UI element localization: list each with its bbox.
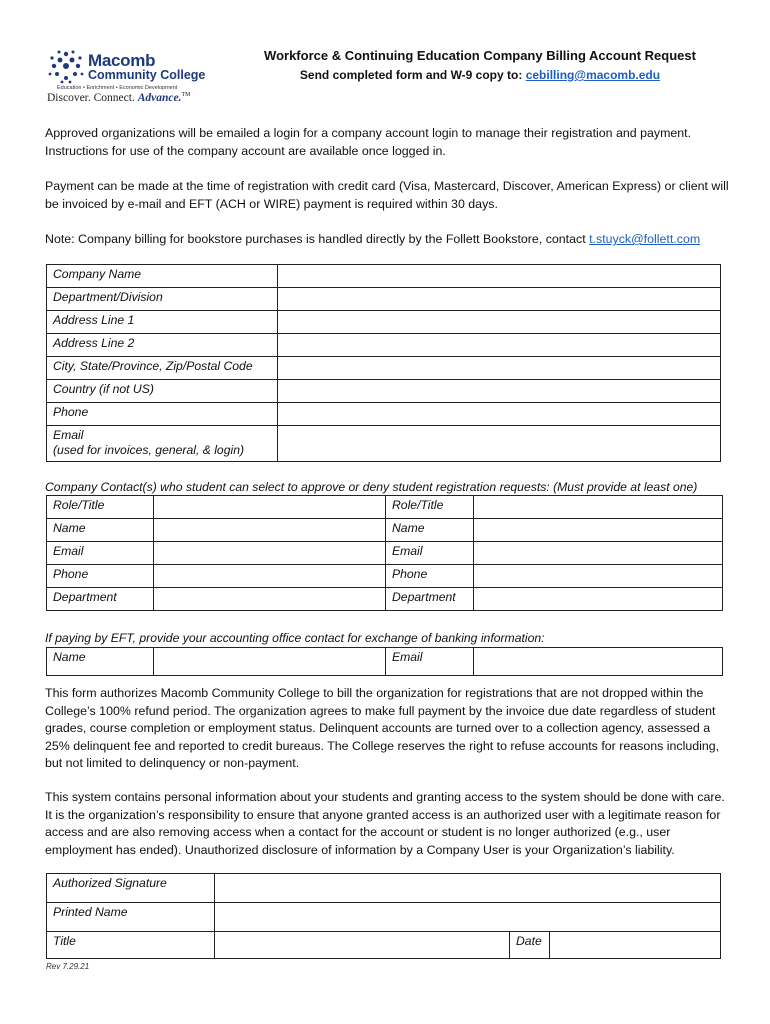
intro-paragraph-1: Approved organizations will be emailed a login for a company account login to manage their registration and payment. Instructions for use of the company account are available once logged in.	[45, 126, 692, 158]
email-label-note: (used for invoices, general, & login)	[53, 443, 245, 457]
contact2-phone-label: Phone	[386, 565, 474, 588]
email-field[interactable]	[278, 426, 721, 462]
address1-field[interactable]	[278, 311, 721, 334]
address2-label: Address Line 2	[47, 334, 278, 357]
contact1-name-field[interactable]	[154, 519, 386, 542]
contact1-department-field[interactable]	[154, 588, 386, 611]
contact1-email-label: Email	[47, 542, 154, 565]
contact2-department-label: Department	[386, 588, 474, 611]
logo-tagline: Education • Enrichment • Economic Development	[57, 85, 178, 91]
country-label: Country (if not US)	[47, 380, 278, 403]
contact2-name-label: Name	[386, 519, 474, 542]
slogan-prefix: Discover. Connect.	[47, 92, 135, 104]
company-name-field[interactable]	[278, 265, 721, 288]
page-subtitle	[230, 68, 730, 82]
terms-paragraph-1: This form authorizes Macomb Community College to bill the organization for registrations that are not dropped within the College’s 100% refund period. The organization agrees to make full payment by the invoice due date regardless of student grades, course completion or employment status. Delinquent accounts are turned over to a collection agency, assessed a 25% delinquent fee and reported to credit bureaus. The College reserves the right to refuse accounts for reasons including, but not limited to delinquency or non-payment.	[45, 686, 720, 770]
logo-slogan	[47, 92, 190, 104]
country-field[interactable]	[278, 380, 721, 403]
contact2-role-field[interactable]	[474, 496, 723, 519]
slogan-accent: Advance.	[137, 92, 182, 104]
title-field[interactable]	[215, 932, 510, 959]
phone-field[interactable]	[278, 403, 721, 426]
logo-subtitle: Community College	[88, 68, 206, 82]
signature-table	[46, 873, 721, 959]
phone-label: Phone	[47, 403, 278, 426]
contact1-role-field[interactable]	[154, 496, 386, 519]
email-label	[47, 426, 278, 462]
email-label-text: Email	[53, 428, 84, 442]
contact1-phone-field[interactable]	[154, 565, 386, 588]
terms-paragraph-2: This system contains personal information about your students and granting access to the system should be done with care. It is the organization’s responsibility to ensure that anyone granted access is an authorized user with a legitimate reason for access and are also removing access when a contact for the account or student is no longer authorized (e.g., user employment has ended). Unauthorized disclosure of information by a Company User is your Organization’s liability.	[45, 790, 725, 857]
printed-name-field[interactable]	[215, 903, 721, 932]
eft-table	[46, 647, 723, 676]
cebilling-email-link[interactable]: cebilling@macomb.edu	[525, 68, 661, 82]
contact1-role-label: Role/Title	[47, 496, 154, 519]
authorized-signature-field[interactable]	[215, 874, 721, 903]
contact2-phone-field[interactable]	[474, 565, 723, 588]
contact2-email-field[interactable]	[474, 542, 723, 565]
address2-field[interactable]	[278, 334, 721, 357]
contacts-caption: Company Contact(s) who student can select to approve or deny student registration requests: (Must provide at least one)	[45, 480, 698, 494]
note-text: Note: Company billing for bookstore purchases is handled directly by the Follett Bookstore, contact	[45, 232, 586, 246]
eft-email-field[interactable]	[474, 648, 723, 676]
eft-email-label: Email	[386, 648, 474, 676]
contact1-phone-label: Phone	[47, 565, 154, 588]
contact2-department-field[interactable]	[474, 588, 723, 611]
follett-email-link[interactable]: t.stuyck@follett.com	[589, 232, 701, 246]
city-state-zip-field[interactable]	[278, 357, 721, 380]
date-field[interactable]	[550, 932, 721, 959]
company-name-label: Company Name	[47, 265, 278, 288]
city-state-zip-label: City, State/Province, Zip/Postal Code	[47, 357, 278, 380]
revision-label: Rev 7.29.21	[46, 962, 90, 971]
printed-name-label: Printed Name	[47, 903, 215, 932]
department-label: Department/Division	[47, 288, 278, 311]
contact2-role-label: Role/Title	[386, 496, 474, 519]
subtitle-prefix: Send completed form and W-9 copy to:	[299, 68, 523, 82]
contact1-department-label: Department	[47, 588, 154, 611]
title-label: Title	[47, 932, 215, 959]
page-title: Workforce & Continuing Education Company Billing Account Request	[264, 48, 696, 63]
logo-name: Macomb	[88, 51, 156, 70]
company-info-table	[46, 264, 721, 462]
contact2-name-field[interactable]	[474, 519, 723, 542]
authorized-signature-label: Authorized Signature	[47, 874, 215, 903]
contact1-email-field[interactable]	[154, 542, 386, 565]
eft-caption: If paying by EFT, provide your accounting office contact for exchange of banking information:	[45, 631, 545, 645]
eft-name-field[interactable]	[154, 648, 386, 676]
slogan-tm: TM	[181, 92, 191, 99]
intro-paragraph-2: Payment can be made at the time of registration with credit card (Visa, Mastercard, Discover, American Express) or client will be invoiced by e-mail and EFT (ACH or WIRE) payment is required within 30 days.	[45, 179, 729, 211]
date-label: Date	[510, 932, 550, 959]
contact1-name-label: Name	[47, 519, 154, 542]
contact2-email-label: Email	[386, 542, 474, 565]
contacts-table	[46, 495, 723, 611]
intro-paragraph-3	[45, 231, 735, 249]
address1-label: Address Line 1	[47, 311, 278, 334]
department-field[interactable]	[278, 288, 721, 311]
eft-name-label: Name	[47, 648, 154, 676]
